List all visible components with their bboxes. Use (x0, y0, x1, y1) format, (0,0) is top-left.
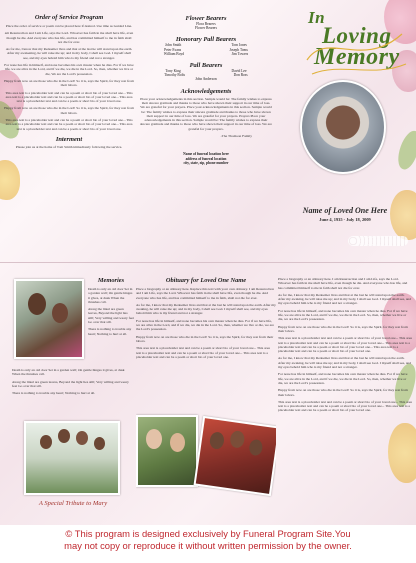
biography-paragraph: For none has life in himself, and none becomes his own master when he dies. For if we have life, we are alive in the Lord, and if we die, we die in the Lord. So, then, whether we live or die, we are the Lord's possession. (278, 372, 408, 385)
copyright-line-2: may not copy or reproduce it without written permission by the owner. (64, 540, 352, 551)
memories-main-text (12, 368, 132, 398)
memories-paragraph: Death is only an old door Set in a garden wall; On gentle hinges it gives, at dusk When the thrushes call. (12, 368, 125, 377)
bearer-name: Peter Evans (164, 47, 182, 52)
obituary-title: Obituary for Loved One Name (165, 277, 247, 284)
biography-column (278, 263, 412, 525)
biography-text (278, 277, 412, 413)
order-of-service-column (4, 0, 134, 262)
funeral-location-city: city, state, zip, phone number (183, 160, 229, 165)
obituary-paragraph: Place a biography or an obituary here. Replace this text with your own obituary. I am Resurrection and I am Life, says the Lord. Whoever has faith in me shall have life, even though he die. And everyone who has life, and has committed himself to me in faith, shall not die for ever. (136, 287, 274, 300)
funeral-location-address: address of funeral location (185, 156, 227, 161)
bearer-name: David Lee (231, 69, 247, 74)
order-of-service-paragraph: am Resurrection and I am Life, says the Lord. Whoever has faith in me shall have life, even though he die. And everyone who has life, and has committed himself to me in faith shall not die for ever. (4, 31, 134, 44)
copyright-footer (0, 525, 416, 563)
bearer-name: John Anderson (195, 77, 217, 82)
couple-photo (14, 279, 84, 359)
obituary-paragraph: Happy from now on are those who die in the Lord! So it is, says the Spirit, for they rest from their labors. (136, 334, 274, 343)
memories-paragraph: There is nothing to trouble any heart; Nothing to hurt at all. (12, 391, 96, 396)
acknowledgements-title: Acknowledgements (180, 87, 232, 95)
pall-bearers-title: Pall Bearers (189, 62, 223, 70)
interment-title: Interment (55, 135, 83, 143)
biography-paragraph: For none has life in himself, and none becomes his own master when he dies. For if we have life, we are alive in the Lord, and if we die, we die in the Lord. So, then, whether we live or die, we are the Lord's possession. (278, 308, 408, 322)
order-of-service-paragraph: As for me, I know that my Redeemer lives and that at the last he will stand upon the earth. After my awakening, he will raise me up; and in my body, I shall see God. I myself shall see, and my eyes behold him who is my friend and not a stranger. (5, 47, 133, 60)
bearer-name: Timothy Bolts (164, 73, 186, 78)
biography-paragraph: This area text is a placeholder text and can be a poem or short bio of your loved one... This area text is a placeholder text and can be a poem or short bio of your loved one... This area text is a placeholder text and can be a poem or short bio of your loved one. (278, 399, 412, 413)
flower-bearers-title: Flower Bearers (185, 15, 227, 22)
loved-one-portrait (300, 80, 386, 174)
logo-swirl-icon (302, 20, 412, 80)
obituary-paragraph: This area text is a placeholder text and can be a poem or short bio of your loved one... This area text is a placeholder text and can be a poem or short bio of your loved one... This area text is a placeholder text and can be a poem or short bio of your loved one. (136, 346, 270, 359)
order-of-service-paragraph: Happy from now on are those who die in the Lord! So it is, says the Spirit, for they rest from their labors. (4, 106, 134, 115)
biography-paragraph: As for me, I know that my Redeemer lives and that at the last he will stand upon the earth. After my awaking, he will raise me up; and in my body, I shall see God. I myself shall see, and my eyes behold him who is my friend and not a stranger. (278, 356, 411, 370)
order-of-service-paragraph: Place the order of service or poem can be placed here if desired. Use time as Guided Line. (5, 24, 133, 28)
family-photo (24, 421, 120, 495)
funeral-home-block (140, 152, 272, 165)
biography-paragraph: As for me, I know that my Redeemer lives and that at the last he will stand upon the earth. After my awaking, he will raise me up; and in my body, I shall see God. I myself shall see, and my eyes behold him who is my friend and not a stranger. (278, 292, 411, 306)
acknowledgements-signoff: -The Thomson Family (220, 134, 252, 138)
honorary-pall-bearers-title: Honorary Pall Bearers (175, 36, 237, 44)
memories-paragraph: There is nothing to trouble any heart; Nothing to hurt at all. (88, 327, 132, 336)
bearer-name: Jim Towers (231, 51, 249, 56)
biography-paragraph: Happy from now on are those who die in the Lord! So it is, says the Spirit, for they rest from their labors. (278, 324, 408, 333)
logo-line-memory: Memory (314, 44, 400, 70)
logo-line-loving: Loving (322, 23, 392, 48)
flower-bearer-name: Flora Bearers (196, 22, 216, 26)
bearers-column (140, 0, 272, 262)
bearer-name: Tom Jones (231, 43, 247, 48)
order-of-service-title: Order of Service Program (34, 14, 104, 21)
bearer-name: Joseph Toms (229, 47, 248, 52)
obituary-column (136, 263, 276, 525)
memories-paragraph: Along the lintel are green leaves, Beyond the light lies still; Very willing and weary feet Go over that sill. (88, 307, 134, 325)
flower-bearer-name: Flower Bearers (194, 26, 218, 31)
honorary-pall-bearers-row (140, 52, 272, 56)
pearls-decoration (348, 236, 408, 246)
bearer-name: Tony King (165, 69, 181, 74)
interment-text: Please join us at the home of Tom Smith immediately following the service. (15, 144, 123, 149)
memories-title: Memories (97, 277, 125, 284)
bearer-name: John Smith (165, 43, 182, 48)
obituary-paragraph: As for me, I know that my Redeemer lives and that at the last he will stand upon the earth. After my awaking, he will raise me up; and in my body, I shall see God. I myself shall see, and my eyes behold him who is my friend and not a stranger. (136, 302, 276, 316)
cover-column (278, 0, 412, 262)
loved-one-dates: June 4, 1935 - July 18, 2009 (319, 217, 371, 222)
order-of-service-paragraph: Happy from now on are those who die in the Lord! So it is, says the Spirit, for they rest from their labors. (4, 78, 134, 88)
program-inside (0, 263, 416, 525)
order-of-service-paragraph: For none has life in himself, and none becomes his own master when he dies. For if we have life, we are alive in the Lord, and if we die, we die in the Lord. So, then, whether we live or die, We are the Lord's possession. (4, 63, 134, 76)
copyright-line-1: © This program is designed exclusively by Funeral Program Site.You (65, 528, 351, 539)
program-outside (0, 0, 416, 262)
memories-paragraph: Along the lintel are green leaves, Beyond the light lies still; Very willing and weary feet Go over that sill. (12, 379, 129, 388)
grandparents-photo (136, 415, 198, 487)
memories-paragraph: Death is only an old door Set in a garden wall; On gentle hinges it gives, at dusk When the thrushes call. (88, 287, 133, 304)
bearer-name: Don Ross (233, 73, 248, 78)
bearer-name: William Boyd (163, 51, 185, 56)
biography-paragraph: This area text is a placeholder text and can be a poem or short bio of your loved one... This area text is a placeholder text and can be a poem or short bio of your loved one... This area text is a placeholder text and can be a poem or short bio of your loved one... This area text is a placeholder text and can be a poem or short bio of your loved one. (278, 336, 412, 354)
loved-one-name: Name of Loved One Here (302, 206, 388, 215)
order-of-service-paragraph: This area text is a placeholder text and can be a poem or short bio of your loved one... This area text is a placeholder text and can be a poem or short bio of your loved one... This area text is a placeholder text and can be a poem or short bio of your loved one. (5, 118, 133, 131)
biography-paragraph: Happy from now on are those who die in the Lord! So it is, says the Spirit, for they rest from their labors. (278, 388, 408, 397)
memories-side-text (88, 287, 134, 339)
special-tribute: A Special Tribute to Mary (38, 500, 108, 507)
biography-paragraph: Place a biography or an obituary here. I am Resurrection and I am Life, says the Lord. Whoever has faith in me shall have life, even though he die. And everyone who has life, and has committed himself to me in faith shall not die for ever. (278, 277, 408, 290)
order-of-service-paragraph: This area text is a placeholder text and can be a poem or short bio of your loved one... This area text is a placeholder text and can be a poem or short bio of your loved one... This area text is a placeholder text and can be a poem or short bio of your loved one. (5, 90, 133, 104)
obituary-paragraph: For none has life in himself, and none becomes his own master when he dies. For if we have life, we are alive in the Lord, and if we die, we die in the Lord. So, then, whether we live or die, we are the Lord's possession. (136, 318, 274, 332)
funeral-location-name: Name of funeral location here (183, 152, 229, 157)
children-photo (194, 416, 276, 496)
memories-column (4, 263, 134, 525)
logo-line-in: In (308, 8, 326, 27)
acknowledgements-text: Place your acknowledgements in this section. Sample would be: The family wishes to express their sincere gratitude and thanks to those who have shown their support in our time of loss. We are grateful for your prayers. Place your acknowledgements in this section. Sample would be: The family wishes to express their sincere gratitude and thanks to those who have shown their support in our time of loss. We are grateful for your prayers. Prayers Place your acknowledgements in this section. Sample would be: The family wishes to express their sincere gratitude and thanks to those who have shown their support in our time of loss. We are grateful for your prayers. (140, 96, 272, 131)
